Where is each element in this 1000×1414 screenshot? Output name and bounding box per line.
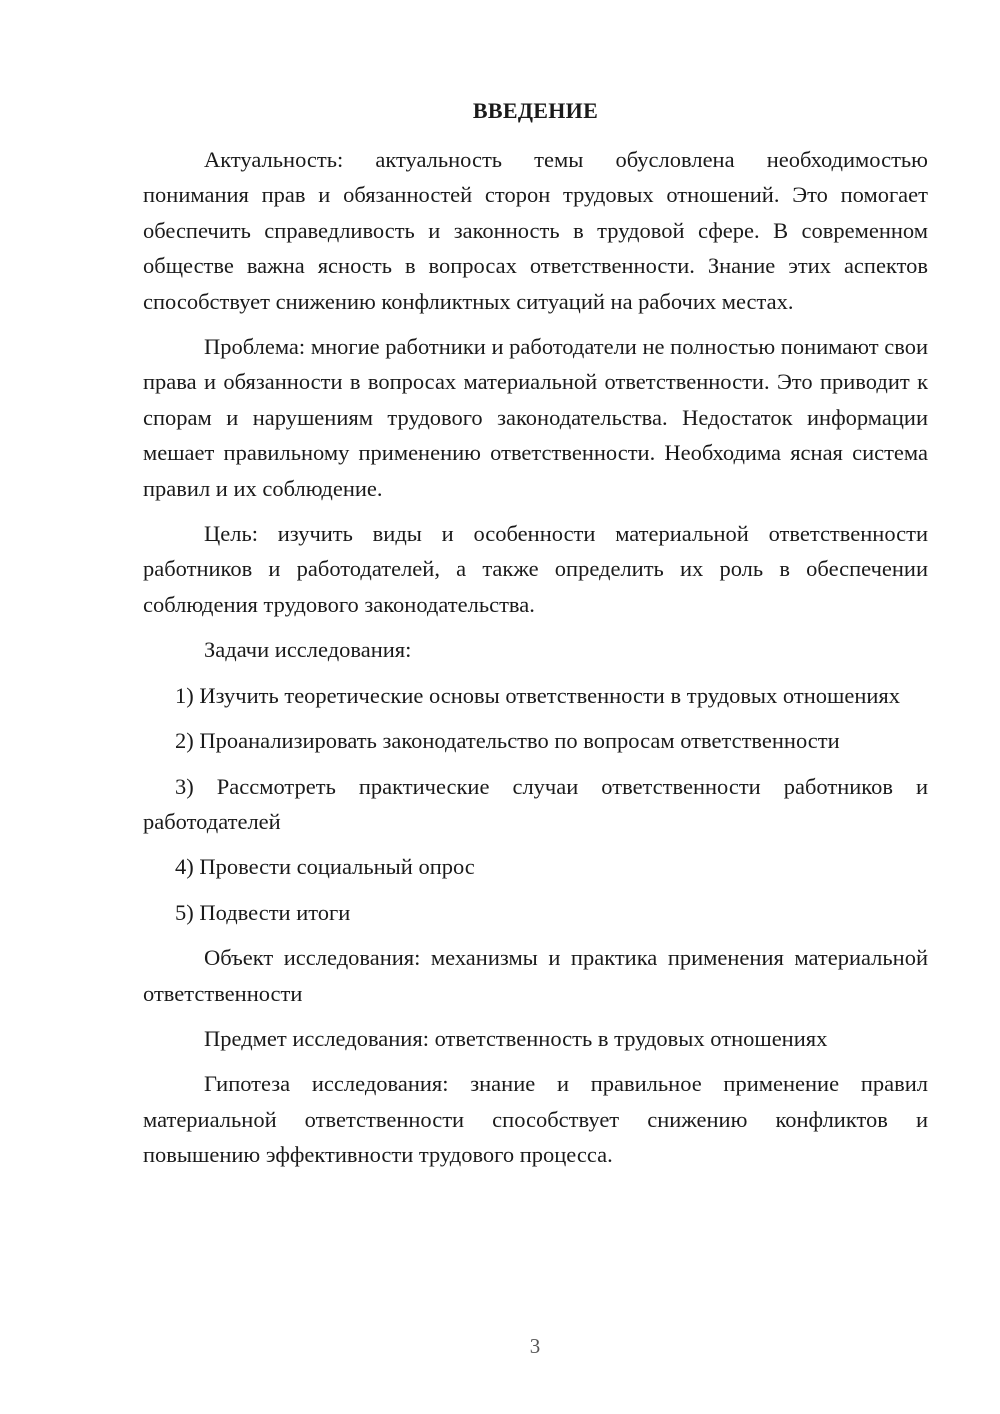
task-item-5: 5) Подвести итоги [175,899,351,925]
task-item-4: 4) Провести социальный опрос [175,854,475,880]
hypothesis-paragraph: Гипотеза исследования: знание и правильное применение правил материальной ответственности способствует снижению конфликтов и повышению эффективности трудового процесса. [143,1071,928,1168]
page-number: 3 [529,1334,541,1358]
subject-paragraph: Предмет исследования: ответственность в трудовых отношениях [204,1025,828,1051]
task-item-3: 3) Рассмотреть практические случаи ответственности работников и работодателей [143,773,928,834]
problem-paragraph: Проблема: многие работники и работодатели не полностью понимают свои права и обязанности в вопросах материальной ответственности. Это приводит к спорам и нарушениям трудового законодательства. Недостаток информации мешает правильному применению ответственности. Необходима ясная система правил и их соблюдение. [143,334,928,501]
task-item-1: 1) Изучить теоретические основы ответственности в трудовых отношениях [175,682,900,708]
document-page [143,95,928,1183]
relevance-paragraph: Актуальность: актуальность темы обусловлена необходимостью понимания прав и обязанностей сторон трудовых отношений. Это помогает обеспечить справедливость и законность в трудовой сфере. В современном обществе важна ясность в вопросах ответственности. Знание этих аспектов способствует снижению конфликтных ситуаций на рабочих местах. [143,147,928,314]
object-paragraph: Объект исследования: механизмы и практика применения материальной ответственности [143,945,928,1006]
goal-paragraph: Цель: изучить виды и особенности материальной ответственности работников и работодателей, а также определить их роль в обеспечении соблюдения трудового законодательства. [143,521,928,617]
task-item-2: 2) Проанализировать законодательство по вопросам ответственности [175,728,840,754]
tasks-title: Задачи исследования: [204,637,412,663]
document-heading: ВВЕДЕНИЕ [472,98,599,123]
